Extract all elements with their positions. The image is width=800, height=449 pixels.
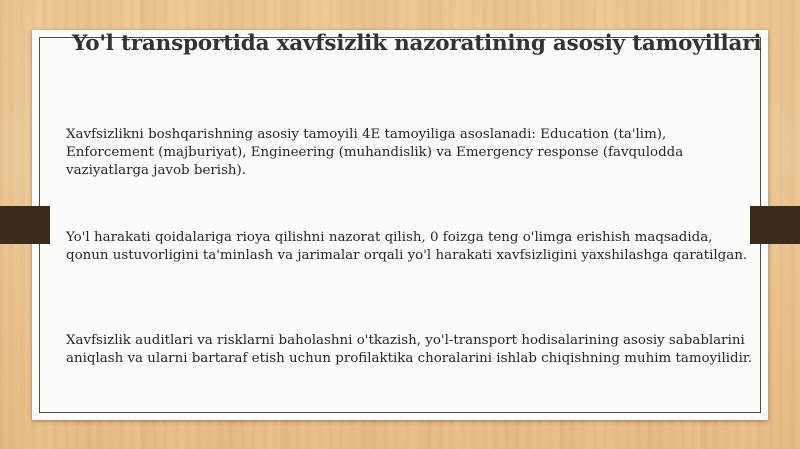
paragraph-safety-audits: Xavfsizlik auditlari va risklarni baholashni o'tkazish, yo'l-transport hodisalarining asosiy sabablarini aniqlash va ularni bartaraf etish uchun profilaktika choralarini ishlab chiqishning muhim tamoyilidir. [66,333,753,366]
left-accent-tab [0,206,50,244]
paragraph-4e-principle: Xavfsizlikni boshqarishning asosiy tamoyili 4E tamoyiliga asoslanadi: Education (ta'lim), Enforcement (majburiyat), Engineering (muhandislik) va Emergency response (favqulodda vaziyatlarga javob berish). [66,127,684,178]
slide-title: Yo'l transportida xavfsizlik nazoratining asosiy tamoyillari [72,31,762,56]
paragraph-traffic-enforcement: Yo'l harakati qoidalariga rioya qilishni nazorat qilish, 0 foizga teng o'limga erishish maqsadida, qonun ustuvorligini ta'minlash va jarimalar orqali yo'l harakati xavfsizligini yaxshilashga qaratilgan. [66,230,748,263]
right-accent-tab [750,206,800,244]
